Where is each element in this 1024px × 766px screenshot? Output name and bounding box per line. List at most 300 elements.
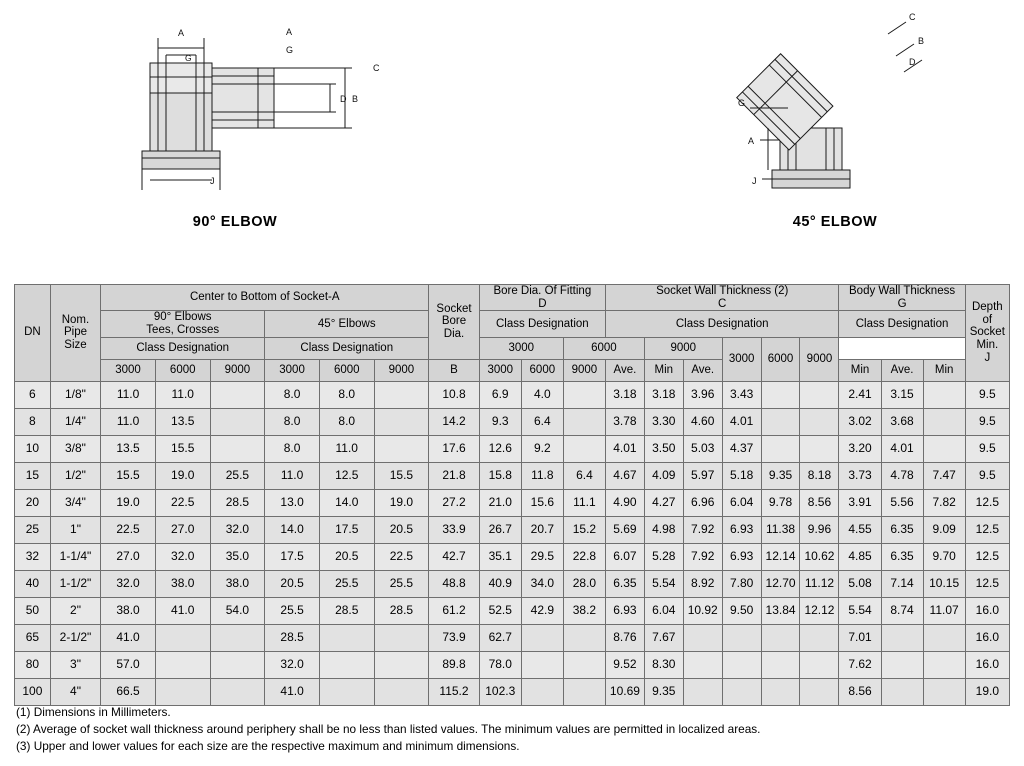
- svg-text:D: D: [340, 94, 347, 104]
- cell-socket-c-3000-ave: 4.90: [605, 489, 644, 516]
- cell-bore-d-9000: [563, 651, 605, 678]
- cell-socket-c-6000-ave: 5.03: [683, 435, 722, 462]
- cell-a90-3000: 32.0: [101, 570, 156, 597]
- cell-socket-bore-dia: 14.2: [429, 408, 479, 435]
- table-row: [15, 597, 1010, 624]
- cell-socket-c-3000-min: 3.18: [644, 381, 683, 408]
- th-a45-9000: 9000: [374, 359, 429, 381]
- cell-socket-bore-dia: 89.8: [429, 651, 479, 678]
- cell-dn: 10: [15, 435, 51, 462]
- svg-text:C: C: [909, 12, 916, 22]
- th-c6000-min: Min: [839, 359, 881, 381]
- cell-a45-3000: 28.5: [265, 624, 320, 651]
- cell-body-g-6000: [881, 651, 923, 678]
- cell-socket-c-9000-ave: 12.70: [761, 570, 800, 597]
- cell-socket-c-6000-ave: 7.92: [683, 516, 722, 543]
- footnote-1: (1) Dimensions in Millimeters.: [16, 705, 171, 719]
- cell-socket-c-6000-min: 9.50: [722, 597, 761, 624]
- cell-bore-d-9000: 22.8: [563, 543, 605, 570]
- cell-socket-bore-dia: 48.8: [429, 570, 479, 597]
- cell-socket-c-3000-min: 4.98: [644, 516, 683, 543]
- cell-a90-9000: 54.0: [210, 597, 265, 624]
- cell-body-g-3000: 3.02: [839, 408, 881, 435]
- figure-45-elbow: [690, 8, 980, 230]
- cell-bore-d-9000: 15.2: [563, 516, 605, 543]
- cell-body-g-6000: 3.15: [881, 381, 923, 408]
- table-row: [15, 381, 1010, 408]
- th-bore-dia-fitting: Bore Dia. Of Fitting D: [479, 285, 605, 311]
- cell-socket-c-3000-min: 3.50: [644, 435, 683, 462]
- cell-a90-6000: 27.0: [155, 516, 210, 543]
- cell-socket-c-3000-ave: 3.78: [605, 408, 644, 435]
- cell-depth-of-socket: 9.5: [965, 435, 1009, 462]
- footnotes: [16, 704, 1006, 754]
- cell-a45-6000: [319, 624, 374, 651]
- cell-body-g-3000: 7.62: [839, 651, 881, 678]
- cell-a90-6000: 13.5: [155, 408, 210, 435]
- dimensions-table-wrap: [14, 284, 1010, 706]
- cell-body-g-3000: 4.85: [839, 543, 881, 570]
- cell-bore-d-6000: 34.0: [521, 570, 563, 597]
- cell-socket-bore-dia: 17.6: [429, 435, 479, 462]
- cell-socket-c-3000-ave: 6.93: [605, 597, 644, 624]
- cell-bore-d-3000: 26.7: [479, 516, 521, 543]
- cell-socket-bore-dia: 73.9: [429, 624, 479, 651]
- cell-a45-9000: [374, 624, 429, 651]
- cell-a45-6000: 14.0: [319, 489, 374, 516]
- cell-dn: 40: [15, 570, 51, 597]
- cell-bore-d-6000: 4.0: [521, 381, 563, 408]
- th-socket-wall-thickness: Socket Wall Thickness (2) C: [605, 285, 839, 311]
- cell-depth-of-socket: 12.5: [965, 489, 1009, 516]
- cell-dn: 80: [15, 651, 51, 678]
- cell-a45-3000: 8.0: [265, 381, 320, 408]
- th-90-elbows: 90° Elbows Tees, Crosses: [101, 311, 265, 337]
- cell-body-g-3000: 2.41: [839, 381, 881, 408]
- cell-a45-3000: 32.0: [265, 651, 320, 678]
- cell-body-g-6000: 6.35: [881, 516, 923, 543]
- th-socket-class-9000: 9000: [644, 337, 722, 359]
- drawing-90-elbow: [90, 8, 380, 208]
- cell-a90-3000: 38.0: [101, 597, 156, 624]
- cell-socket-c-9000-ave: [761, 408, 800, 435]
- th-depth-of-socket: Depth of Socket Min. J: [965, 285, 1009, 382]
- th-a90-6000: 6000: [155, 359, 210, 381]
- cell-a90-6000: 38.0: [155, 570, 210, 597]
- th-dn: DN: [15, 285, 51, 382]
- cell-body-g-9000: [923, 408, 965, 435]
- cell-socket-c-6000-ave: 3.96: [683, 381, 722, 408]
- cell-a90-9000: [210, 651, 265, 678]
- cell-socket-c-6000-min: 4.01: [722, 408, 761, 435]
- cell-socket-c-6000-ave: [683, 624, 722, 651]
- th-45-class-designation: Class Designation: [265, 337, 429, 359]
- cell-a45-6000: 8.0: [319, 381, 374, 408]
- cell-bore-d-9000: [563, 435, 605, 462]
- cell-socket-c-3000-ave: 5.69: [605, 516, 644, 543]
- cell-a45-9000: 20.5: [374, 516, 429, 543]
- cell-body-g-9000: 7.82: [923, 489, 965, 516]
- cell-socket-c-6000-min: 4.37: [722, 435, 761, 462]
- cell-a90-9000: 35.0: [210, 543, 265, 570]
- cell-body-g-9000: 10.15: [923, 570, 965, 597]
- cell-a90-3000: 13.5: [101, 435, 156, 462]
- cell-socket-c-9000-min: [800, 381, 839, 408]
- cell-body-g-9000: [923, 678, 965, 705]
- cell-socket-c-6000-ave: 5.97: [683, 462, 722, 489]
- cell-body-g-6000: 4.01: [881, 435, 923, 462]
- cell-bore-d-3000: 6.9: [479, 381, 521, 408]
- cell-socket-c-9000-min: [800, 435, 839, 462]
- cell-nom-pipe-size: 1/4": [50, 408, 100, 435]
- cell-socket-c-3000-ave: 3.18: [605, 381, 644, 408]
- footnote-3: (3) Upper and lower values for each size are the respective maximum and minimum dimensions.: [16, 738, 520, 753]
- cell-dn: 65: [15, 624, 51, 651]
- cell-bore-d-9000: [563, 624, 605, 651]
- cell-dn: 25: [15, 516, 51, 543]
- cell-a45-9000: [374, 651, 429, 678]
- cell-a90-6000: 22.5: [155, 489, 210, 516]
- cell-a90-3000: 19.0: [101, 489, 156, 516]
- cell-bore-d-3000: 12.6: [479, 435, 521, 462]
- th-nom-pipe-size: Nom. Pipe Size: [50, 285, 100, 382]
- cell-socket-c-3000-ave: 4.67: [605, 462, 644, 489]
- cell-socket-c-9000-min: 11.12: [800, 570, 839, 597]
- th-c9000-min: Min: [923, 359, 965, 381]
- drawings-area: [0, 0, 1024, 268]
- cell-socket-c-6000-min: [722, 624, 761, 651]
- th-d-9000: 9000: [563, 359, 605, 381]
- cell-body-g-9000: [923, 624, 965, 651]
- cell-socket-c-9000-min: [800, 678, 839, 705]
- cell-a45-6000: 25.5: [319, 570, 374, 597]
- cell-socket-bore-dia: 42.7: [429, 543, 479, 570]
- cell-nom-pipe-size: 1": [50, 516, 100, 543]
- cell-a90-3000: 11.0: [101, 381, 156, 408]
- cell-a45-3000: 14.0: [265, 516, 320, 543]
- cell-nom-pipe-size: 1-1/4": [50, 543, 100, 570]
- cell-socket-c-9000-min: 10.62: [800, 543, 839, 570]
- cell-depth-of-socket: 12.5: [965, 570, 1009, 597]
- cell-a45-9000: [374, 381, 429, 408]
- cell-depth-of-socket: 16.0: [965, 651, 1009, 678]
- cell-depth-of-socket: 12.5: [965, 516, 1009, 543]
- cell-a90-9000: [210, 624, 265, 651]
- cell-body-g-9000: 9.09: [923, 516, 965, 543]
- th-a45-6000: 6000: [319, 359, 374, 381]
- cell-a45-3000: 8.0: [265, 408, 320, 435]
- cell-socket-c-3000-min: 3.30: [644, 408, 683, 435]
- cell-bore-d-9000: [563, 408, 605, 435]
- th-c9000-ave: Ave.: [881, 359, 923, 381]
- cell-depth-of-socket: 9.5: [965, 408, 1009, 435]
- cell-socket-c-6000-min: [722, 651, 761, 678]
- cell-socket-c-9000-ave: 12.14: [761, 543, 800, 570]
- cell-body-g-6000: 7.14: [881, 570, 923, 597]
- th-90-class-designation: Class Designation: [101, 337, 265, 359]
- cell-nom-pipe-size: 1/8": [50, 381, 100, 408]
- cell-a45-6000: 12.5: [319, 462, 374, 489]
- cell-bore-d-6000: 42.9: [521, 597, 563, 624]
- table-row: [15, 678, 1010, 705]
- cell-a90-9000: 32.0: [210, 516, 265, 543]
- svg-text:A: A: [286, 27, 293, 37]
- cell-body-g-9000: 9.70: [923, 543, 965, 570]
- cell-socket-bore-dia: 10.8: [429, 381, 479, 408]
- cell-bore-d-9000: 28.0: [563, 570, 605, 597]
- th-c3000-min: Min: [644, 359, 683, 381]
- cell-a90-9000: 28.5: [210, 489, 265, 516]
- svg-text:C: C: [373, 63, 380, 73]
- cell-bore-d-3000: 21.0: [479, 489, 521, 516]
- cell-bore-d-3000: 52.5: [479, 597, 521, 624]
- cell-body-g-6000: [881, 678, 923, 705]
- cell-body-g-3000: 7.01: [839, 624, 881, 651]
- cell-a45-9000: 19.0: [374, 489, 429, 516]
- cell-a45-3000: 13.0: [265, 489, 320, 516]
- table-row: [15, 489, 1010, 516]
- th-socket-class-6000: 6000: [563, 337, 644, 359]
- th-body-class-3000: 3000: [722, 337, 761, 381]
- cell-socket-c-3000-min: 9.35: [644, 678, 683, 705]
- cell-socket-c-6000-ave: 8.92: [683, 570, 722, 597]
- cell-nom-pipe-size: 4": [50, 678, 100, 705]
- cell-a45-6000: 8.0: [319, 408, 374, 435]
- cell-bore-d-3000: 62.7: [479, 624, 521, 651]
- cell-body-g-9000: [923, 435, 965, 462]
- cell-body-g-6000: 8.74: [881, 597, 923, 624]
- cell-socket-c-6000-min: 6.93: [722, 516, 761, 543]
- th-d-3000: 3000: [479, 359, 521, 381]
- cell-a90-3000: 27.0: [101, 543, 156, 570]
- cell-bore-d-3000: 15.8: [479, 462, 521, 489]
- cell-depth-of-socket: 12.5: [965, 543, 1009, 570]
- cell-body-g-9000: 11.07: [923, 597, 965, 624]
- footnote-2: (2) Average of socket wall thickness around periphery shall be no less than listed values. The minimum values are permitted in localized areas.: [16, 721, 761, 736]
- cell-socket-c-6000-min: 7.80: [722, 570, 761, 597]
- svg-text:J: J: [210, 176, 215, 186]
- cell-bore-d-3000: 78.0: [479, 651, 521, 678]
- cell-a90-9000: [210, 435, 265, 462]
- cell-socket-c-3000-min: 5.28: [644, 543, 683, 570]
- svg-text:D: D: [909, 57, 916, 67]
- cell-socket-c-9000-ave: 9.35: [761, 462, 800, 489]
- cell-socket-c-3000-ave: 4.01: [605, 435, 644, 462]
- cell-bore-d-6000: 11.8: [521, 462, 563, 489]
- cell-body-g-3000: 5.54: [839, 597, 881, 624]
- svg-text:B: B: [352, 94, 359, 104]
- cell-body-g-6000: 6.35: [881, 543, 923, 570]
- cell-socket-c-6000-ave: 7.92: [683, 543, 722, 570]
- cell-socket-c-9000-min: [800, 408, 839, 435]
- cell-a90-9000: 38.0: [210, 570, 265, 597]
- table-row: [15, 570, 1010, 597]
- cell-a45-6000: 11.0: [319, 435, 374, 462]
- cell-socket-c-6000-ave: 4.60: [683, 408, 722, 435]
- cell-a90-9000: [210, 381, 265, 408]
- th-socket-class-designation: Class Designation: [605, 311, 839, 337]
- cell-a45-6000: 20.5: [319, 543, 374, 570]
- cell-nom-pipe-size: 2": [50, 597, 100, 624]
- cell-socket-c-3000-ave: 10.69: [605, 678, 644, 705]
- cell-a45-6000: 28.5: [319, 597, 374, 624]
- cell-a45-9000: 22.5: [374, 543, 429, 570]
- cell-depth-of-socket: 9.5: [965, 462, 1009, 489]
- cell-bore-d-6000: [521, 651, 563, 678]
- cell-depth-of-socket: 9.5: [965, 381, 1009, 408]
- cell-depth-of-socket: 16.0: [965, 597, 1009, 624]
- cell-socket-c-3000-min: 7.67: [644, 624, 683, 651]
- svg-text:A: A: [178, 28, 185, 38]
- th-a90-3000: 3000: [101, 359, 156, 381]
- cell-a90-6000: 19.0: [155, 462, 210, 489]
- cell-a45-9000: 15.5: [374, 462, 429, 489]
- cell-a90-3000: 41.0: [101, 624, 156, 651]
- cell-bore-d-9000: [563, 381, 605, 408]
- cell-body-g-9000: 7.47: [923, 462, 965, 489]
- cell-body-g-6000: [881, 624, 923, 651]
- cell-socket-c-9000-ave: [761, 381, 800, 408]
- th-c3000-ave: Ave.: [605, 359, 644, 381]
- cell-a45-9000: 25.5: [374, 570, 429, 597]
- cell-bore-d-6000: 6.4: [521, 408, 563, 435]
- th-socket-bore-dia: Socket Bore Dia.: [429, 285, 479, 360]
- cell-socket-bore-dia: 33.9: [429, 516, 479, 543]
- cell-a90-6000: 15.5: [155, 435, 210, 462]
- cell-a90-9000: [210, 408, 265, 435]
- cell-body-g-3000: 4.55: [839, 516, 881, 543]
- cell-socket-c-6000-ave: 6.96: [683, 489, 722, 516]
- cell-a90-3000: 66.5: [101, 678, 156, 705]
- cell-body-g-6000: 5.56: [881, 489, 923, 516]
- cell-socket-c-9000-ave: [761, 651, 800, 678]
- cell-depth-of-socket: 19.0: [965, 678, 1009, 705]
- cell-bore-d-3000: 9.3: [479, 408, 521, 435]
- cell-a90-6000: [155, 651, 210, 678]
- cell-socket-c-3000-min: 8.30: [644, 651, 683, 678]
- cell-a45-9000: 28.5: [374, 597, 429, 624]
- cell-a90-6000: 41.0: [155, 597, 210, 624]
- cell-socket-c-9000-min: 9.96: [800, 516, 839, 543]
- cell-a90-3000: 57.0: [101, 651, 156, 678]
- th-socket-class-3000: 3000: [479, 337, 563, 359]
- cell-socket-c-9000-min: [800, 651, 839, 678]
- cell-nom-pipe-size: 2-1/2": [50, 624, 100, 651]
- cell-bore-d-3000: 102.3: [479, 678, 521, 705]
- cell-socket-c-9000-ave: 9.78: [761, 489, 800, 516]
- th-45-elbows: 45° Elbows: [265, 311, 429, 337]
- cell-socket-c-6000-min: 6.04: [722, 489, 761, 516]
- cell-bore-d-3000: 40.9: [479, 570, 521, 597]
- cell-socket-c-6000-ave: [683, 678, 722, 705]
- cell-a90-6000: 11.0: [155, 381, 210, 408]
- cell-nom-pipe-size: 1/2": [50, 462, 100, 489]
- cell-socket-c-9000-ave: 11.38: [761, 516, 800, 543]
- th-body-class-6000: 6000: [761, 337, 800, 381]
- th-d-6000: 6000: [521, 359, 563, 381]
- cell-socket-c-9000-min: [800, 624, 839, 651]
- svg-text:G: G: [286, 45, 294, 55]
- cell-socket-c-9000-min: 12.12: [800, 597, 839, 624]
- cell-a45-6000: [319, 651, 374, 678]
- cell-socket-c-3000-ave: 6.35: [605, 570, 644, 597]
- cell-body-g-9000: [923, 651, 965, 678]
- cell-socket-c-3000-min: 6.04: [644, 597, 683, 624]
- th-center-to-bottom: Center to Bottom of Socket-A: [101, 285, 429, 311]
- cell-socket-bore-dia: 61.2: [429, 597, 479, 624]
- cell-socket-c-9000-min: 8.56: [800, 489, 839, 516]
- svg-text:G: G: [738, 98, 746, 108]
- cell-body-g-3000: 3.91: [839, 489, 881, 516]
- table-row: [15, 435, 1010, 462]
- cell-bore-d-6000: 20.7: [521, 516, 563, 543]
- th-c6000-ave: Ave.: [683, 359, 722, 381]
- cell-depth-of-socket: 16.0: [965, 624, 1009, 651]
- dimensions-table-body: [15, 381, 1010, 705]
- cell-a90-3000: 22.5: [101, 516, 156, 543]
- cell-socket-c-6000-ave: [683, 651, 722, 678]
- cell-bore-d-9000: 11.1: [563, 489, 605, 516]
- dimensions-table: [14, 284, 1010, 706]
- cell-bore-d-6000: 15.6: [521, 489, 563, 516]
- cell-a90-6000: [155, 624, 210, 651]
- cell-dn: 6: [15, 381, 51, 408]
- cell-nom-pipe-size: 3": [50, 651, 100, 678]
- cell-a90-9000: 25.5: [210, 462, 265, 489]
- cell-a90-6000: 32.0: [155, 543, 210, 570]
- svg-text:A: A: [748, 136, 755, 146]
- cell-a90-3000: 11.0: [101, 408, 156, 435]
- cell-dn: 20: [15, 489, 51, 516]
- cell-socket-c-3000-min: 4.27: [644, 489, 683, 516]
- cell-a90-6000: [155, 678, 210, 705]
- table-row: [15, 516, 1010, 543]
- cell-a45-3000: 17.5: [265, 543, 320, 570]
- cell-nom-pipe-size: 3/8": [50, 435, 100, 462]
- table-row: [15, 462, 1010, 489]
- table-row: [15, 408, 1010, 435]
- cell-bore-d-9000: [563, 678, 605, 705]
- cell-a45-3000: 41.0: [265, 678, 320, 705]
- cell-socket-bore-dia: 115.2: [429, 678, 479, 705]
- cell-a45-3000: 20.5: [265, 570, 320, 597]
- th-socket-bore-b: B: [429, 359, 479, 381]
- cell-socket-c-6000-min: 6.93: [722, 543, 761, 570]
- cell-socket-c-6000-min: 5.18: [722, 462, 761, 489]
- table-row: [15, 651, 1010, 678]
- cell-socket-c-3000-min: 5.54: [644, 570, 683, 597]
- cell-socket-c-3000-min: 4.09: [644, 462, 683, 489]
- table-row: [15, 624, 1010, 651]
- cell-nom-pipe-size: 3/4": [50, 489, 100, 516]
- cell-socket-bore-dia: 21.8: [429, 462, 479, 489]
- cell-bore-d-6000: 29.5: [521, 543, 563, 570]
- cell-nom-pipe-size: 1-1/2": [50, 570, 100, 597]
- cell-bore-d-3000: 35.1: [479, 543, 521, 570]
- cell-bore-d-9000: 6.4: [563, 462, 605, 489]
- cell-socket-c-9000-ave: [761, 624, 800, 651]
- cell-a45-3000: 11.0: [265, 462, 320, 489]
- cell-socket-c-3000-ave: 6.07: [605, 543, 644, 570]
- cell-a90-9000: [210, 678, 265, 705]
- cell-body-g-9000: [923, 381, 965, 408]
- cell-bore-d-6000: [521, 624, 563, 651]
- cell-a90-3000: 15.5: [101, 462, 156, 489]
- svg-text:G: G: [185, 53, 192, 63]
- cell-a45-9000: [374, 435, 429, 462]
- cell-socket-c-6000-ave: 10.92: [683, 597, 722, 624]
- cell-body-g-3000: 8.56: [839, 678, 881, 705]
